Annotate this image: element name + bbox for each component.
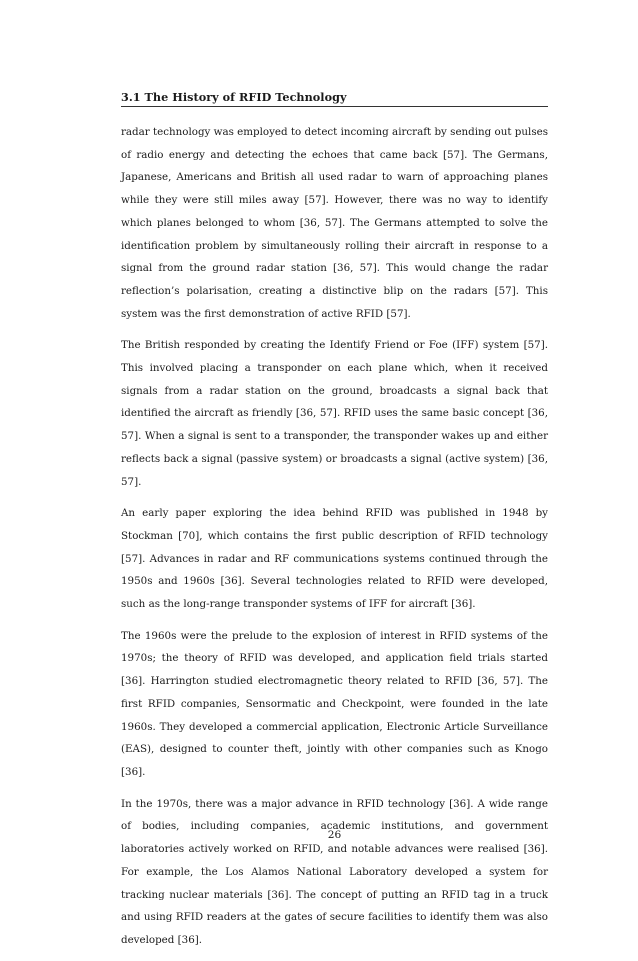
- paragraph: In the 1970s, there was a major advance in RFID technology [36]. A wide range of bodies, including companies, academic institutions, and government laboratories actively worked on RFID, and notable advances were realised [36]. For example, the Los Alamos National Laboratory developed a system for tracking nuclear materials [36]. The concept of putting an RFID tag in a truck and using RFID readers at the gates of secure facilities to identify them was also developed [36].: [121, 797, 548, 946]
- header-rule: [121, 106, 548, 107]
- running-header-title: 3.1 The History of RFID Technology: [121, 90, 347, 104]
- paragraph: An early paper exploring the idea behind RFID was published in 1948 by Stockman [70], which contains the first public description of RFID technology [57]. Advances in radar and RF communications systems continued through the 1950s and 1960s [36]. Several technologies related to RFID were developed, such as the long-range transponder systems of IFF for aircraft [36].: [121, 507, 548, 611]
- page-number: 26: [327, 829, 342, 841]
- paragraph: The British responded by creating the Identify Friend or Foe (IFF) system [57]. This involved placing a transponder on each plane which, when it received signals from a radar station on the ground, broadcasts a signal back that identified the aircraft as friendly [36, 57]. RFID uses the same basic concept [36, 57]. When a signal is sent to a transponder, the transponder wakes up and either reflects back a signal (passive system) or broadcasts a signal (active system) [36, 57].: [121, 339, 548, 488]
- paragraph: radar technology was employed to detect incoming aircraft by sending out pulses of radio energy and detecting the echoes that came back [57]. The Germans, Japanese, Americans and British all used radar to warn of approaching planes while they were still miles away [57]. However, there was no way to identify which planes belonged to whom [36, 57]. The Germans attempted to solve the identification problem by simultaneously rolling their aircraft in response to a signal from the ground radar station [36, 57]. This would change the radar reflection’s polarisation, creating a distinctive blip on the radars [57]. This system was the first demonstration of active RFID [57].: [121, 126, 548, 320]
- paragraph: The 1960s were the prelude to the explosion of interest in RFID systems of the 1970s; the theory of RFID was developed, and application field trials started [36]. Harrington studied electromagnetic theory related to RFID [36, 57]. The first RFID companies, Sensormatic and Checkpoint, were founded in the late 1960s. They developed a commercial application, Electronic Article Surveillance (EAS), designed to counter theft, jointly with other companies such as Knogo [36].: [121, 629, 548, 778]
